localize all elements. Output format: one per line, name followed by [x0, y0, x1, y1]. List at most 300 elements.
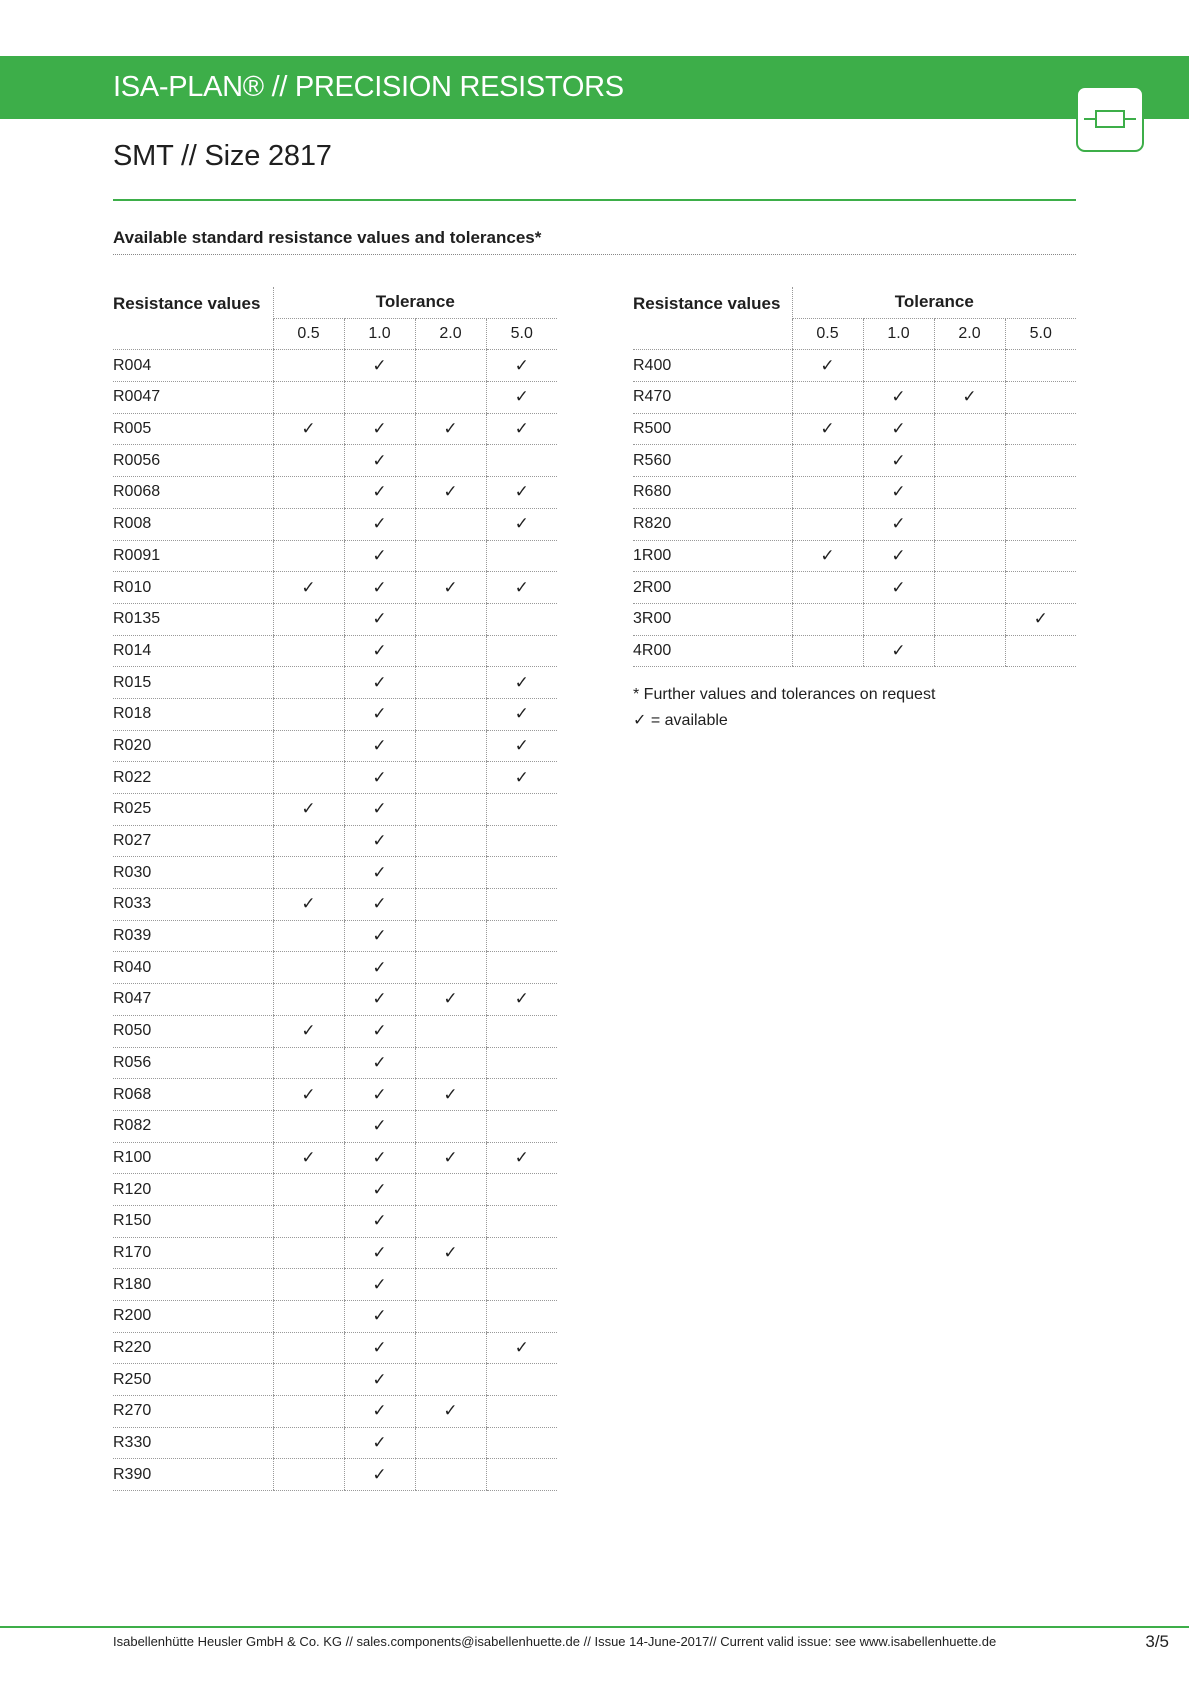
tolerance-cell: ✓ [415, 1396, 486, 1428]
resistance-value: R027 [113, 825, 273, 857]
tolerance-cell [415, 1174, 486, 1206]
resistance-value: 3R00 [633, 603, 792, 635]
column-header-blank [113, 318, 273, 350]
tolerance-cell [273, 540, 344, 572]
tolerance-cell [415, 857, 486, 889]
tolerance-cell [486, 920, 557, 952]
note-legend: ✓ = available [633, 712, 728, 729]
resistance-value: R025 [113, 794, 273, 826]
resistance-value: R022 [113, 762, 273, 794]
table-row [113, 1364, 557, 1396]
table-row [113, 350, 557, 382]
resistance-value: R040 [113, 952, 273, 984]
tolerance-cell [273, 952, 344, 984]
resistance-value: R047 [113, 984, 273, 1016]
table-row [113, 762, 557, 794]
table-row [113, 1332, 557, 1364]
tolerance-cell: ✓ [344, 635, 415, 667]
tolerance-cell: ✓ [415, 1079, 486, 1111]
column-header-tol-0-5: 0.5 [792, 318, 863, 350]
tolerance-cell [792, 572, 863, 604]
tolerance-cell: ✓ [344, 730, 415, 762]
header-bar [0, 56, 1189, 119]
table-row [633, 635, 1076, 667]
tolerance-cell [415, 1459, 486, 1491]
tolerance-cell: ✓ [1005, 603, 1076, 635]
table-row [113, 1459, 557, 1491]
column-header-tol-2-0: 2.0 [415, 318, 486, 350]
tolerance-cell [486, 889, 557, 921]
resistance-value: R170 [113, 1237, 273, 1269]
tolerance-cell: ✓ [486, 477, 557, 509]
column-header-resistance: Resistance values [113, 294, 261, 314]
section-heading: Available standard resistance values and tolerances* [113, 228, 542, 247]
tolerance-cell [934, 445, 1005, 477]
resistance-value: R039 [113, 920, 273, 952]
divider [113, 254, 1076, 255]
tolerance-cell [486, 1110, 557, 1142]
column-header-tolerance: Tolerance [792, 287, 1076, 318]
footer-text: Isabellenhütte Heusler GmbH & Co. KG // sales.components@isabellenhuette.de // Issue 14-June-2017// Current valid issue: see www.isabellenhuette.de [113, 1634, 997, 1649]
tolerance-cell [415, 667, 486, 699]
note-further-values: * Further values and tolerances on request [633, 686, 936, 703]
table-row [113, 1237, 557, 1269]
tolerance-cell: ✓ [344, 350, 415, 382]
page-subtitle: SMT // Size 2817 [113, 140, 332, 172]
table-row [633, 572, 1076, 604]
tolerance-cell [792, 508, 863, 540]
tolerance-cell [415, 1110, 486, 1142]
tolerance-cell [415, 1332, 486, 1364]
tolerance-cell [934, 477, 1005, 509]
tolerance-cell [273, 1269, 344, 1301]
tolerance-cell: ✓ [486, 984, 557, 1016]
tolerance-cell: ✓ [344, 477, 415, 509]
table-row [113, 984, 557, 1016]
resistance-value: R068 [113, 1079, 273, 1111]
tolerance-cell: ✓ [344, 1364, 415, 1396]
resistance-value: R004 [113, 350, 273, 382]
tolerance-cell [415, 1269, 486, 1301]
table-row [633, 477, 1076, 509]
tolerance-cell: ✓ [344, 952, 415, 984]
tolerance-cell: ✓ [344, 540, 415, 572]
tolerance-cell [1005, 540, 1076, 572]
table-row [113, 1205, 557, 1237]
column-header-tol-1-0: 1.0 [344, 318, 415, 350]
tolerance-cell: ✓ [273, 1015, 344, 1047]
tolerance-cell: ✓ [344, 445, 415, 477]
tolerance-cell [273, 445, 344, 477]
column-header-tol-2-0: 2.0 [934, 318, 1005, 350]
tolerance-cell [486, 1269, 557, 1301]
resistance-value: R470 [633, 382, 792, 414]
tolerance-cell [1005, 382, 1076, 414]
resistance-value: R560 [633, 445, 792, 477]
resistance-value: R120 [113, 1174, 273, 1206]
table-row [633, 382, 1076, 414]
tolerance-cell: ✓ [792, 540, 863, 572]
tolerance-cell [273, 667, 344, 699]
tolerance-cell [486, 1427, 557, 1459]
table-row [113, 1142, 557, 1174]
resistance-value: R0047 [113, 382, 273, 414]
resistance-value: R200 [113, 1301, 273, 1333]
tolerance-cell [792, 477, 863, 509]
column-header-blank [633, 318, 792, 350]
resistance-value: R020 [113, 730, 273, 762]
page-number: 3/5 [1145, 1632, 1169, 1651]
tolerance-cell: ✓ [863, 540, 934, 572]
table-row [113, 698, 557, 730]
tolerance-cell [273, 350, 344, 382]
tolerance-cell: ✓ [863, 508, 934, 540]
tolerance-cell [792, 635, 863, 667]
tolerance-cell: ✓ [273, 889, 344, 921]
tolerance-cell [415, 1205, 486, 1237]
resistance-value: R100 [113, 1142, 273, 1174]
column-header-tol-1-0: 1.0 [863, 318, 934, 350]
footer-divider [0, 1626, 1189, 1628]
tolerance-cell: ✓ [344, 413, 415, 445]
tolerance-cell [415, 508, 486, 540]
tolerance-cell [273, 1237, 344, 1269]
tolerance-cell: ✓ [792, 413, 863, 445]
tolerance-cell [415, 952, 486, 984]
resistance-value: R082 [113, 1110, 273, 1142]
tolerance-cell [415, 445, 486, 477]
tolerance-cell [273, 857, 344, 889]
resistance-value: R0068 [113, 477, 273, 509]
tolerance-cell [415, 1364, 486, 1396]
resistance-value: R008 [113, 508, 273, 540]
table-row [633, 413, 1076, 445]
tolerance-cell: ✓ [863, 477, 934, 509]
tolerance-cell [486, 1174, 557, 1206]
resistance-value: R015 [113, 667, 273, 699]
tolerance-cell [415, 540, 486, 572]
tolerance-cell [1005, 508, 1076, 540]
tolerance-cell: ✓ [344, 1427, 415, 1459]
tolerance-cell: ✓ [344, 1142, 415, 1174]
tolerance-cell [486, 1079, 557, 1111]
divider [113, 199, 1076, 201]
tolerance-cell: ✓ [344, 1174, 415, 1206]
column-header-tolerance: Tolerance [273, 287, 557, 318]
tolerance-cell [415, 350, 486, 382]
tolerance-cell: ✓ [486, 730, 557, 762]
tolerance-cell [415, 825, 486, 857]
tolerance-cell: ✓ [486, 508, 557, 540]
tolerance-cell [415, 698, 486, 730]
tolerance-cell [273, 730, 344, 762]
resistance-table-right [633, 287, 1076, 667]
table-row [113, 603, 557, 635]
tolerance-cell [273, 1110, 344, 1142]
tolerance-cell: ✓ [273, 572, 344, 604]
tolerance-cell [486, 825, 557, 857]
resistance-value: R390 [113, 1459, 273, 1491]
tolerance-cell: ✓ [486, 413, 557, 445]
resistance-value: R030 [113, 857, 273, 889]
tolerance-cell [1005, 477, 1076, 509]
tolerance-cell [792, 445, 863, 477]
tolerance-cell [486, 445, 557, 477]
resistance-value: R0091 [113, 540, 273, 572]
tolerance-cell: ✓ [344, 667, 415, 699]
tolerance-cell [934, 413, 1005, 445]
tolerance-cell: ✓ [344, 825, 415, 857]
resistance-value: R018 [113, 698, 273, 730]
tolerance-cell: ✓ [486, 572, 557, 604]
table-row [113, 1174, 557, 1206]
table-row [113, 413, 557, 445]
tolerance-cell [415, 1015, 486, 1047]
table-row [113, 857, 557, 889]
table-row [113, 1079, 557, 1111]
tolerance-cell [863, 350, 934, 382]
tolerance-cell: ✓ [344, 889, 415, 921]
resistance-value: R0135 [113, 603, 273, 635]
tolerance-cell: ✓ [486, 350, 557, 382]
tolerance-cell: ✓ [415, 572, 486, 604]
resistance-value: R680 [633, 477, 792, 509]
table-row [113, 572, 557, 604]
tolerance-cell: ✓ [863, 445, 934, 477]
tolerance-cell [415, 1427, 486, 1459]
table-row [113, 889, 557, 921]
tolerance-cell [1005, 445, 1076, 477]
resistance-value: 2R00 [633, 572, 792, 604]
table-row [113, 1015, 557, 1047]
tolerance-cell [486, 952, 557, 984]
table-row [113, 920, 557, 952]
tolerance-cell: ✓ [344, 1237, 415, 1269]
tolerance-cell: ✓ [344, 857, 415, 889]
tolerance-cell [486, 1301, 557, 1333]
tolerance-cell: ✓ [273, 1142, 344, 1174]
tolerance-cell [934, 635, 1005, 667]
tolerance-cell [486, 1364, 557, 1396]
tolerance-cell: ✓ [344, 920, 415, 952]
tolerance-cell [344, 382, 415, 414]
tolerance-cell: ✓ [863, 413, 934, 445]
tolerance-cell [486, 603, 557, 635]
tolerance-cell: ✓ [415, 413, 486, 445]
tolerance-cell [415, 1047, 486, 1079]
tolerance-cell [486, 1205, 557, 1237]
resistance-value: R050 [113, 1015, 273, 1047]
resistance-value: R180 [113, 1269, 273, 1301]
tolerance-cell: ✓ [344, 1079, 415, 1111]
resistance-value: R330 [113, 1427, 273, 1459]
resistance-value: R0056 [113, 445, 273, 477]
resistance-value: R270 [113, 1396, 273, 1428]
tolerance-cell [273, 984, 344, 1016]
table-row [113, 508, 557, 540]
tolerance-cell [273, 1396, 344, 1428]
table-row [633, 540, 1076, 572]
tolerance-cell [273, 1047, 344, 1079]
tolerance-cell: ✓ [344, 794, 415, 826]
tolerance-cell: ✓ [344, 1396, 415, 1428]
tolerance-cell [273, 1174, 344, 1206]
resistance-value: R033 [113, 889, 273, 921]
tolerance-cell [273, 1459, 344, 1491]
tolerance-cell [415, 382, 486, 414]
tolerance-cell: ✓ [344, 1269, 415, 1301]
tolerance-cell [273, 762, 344, 794]
tolerance-cell [273, 1301, 344, 1333]
tolerance-cell: ✓ [792, 350, 863, 382]
table-row [113, 825, 557, 857]
table-row [113, 540, 557, 572]
tolerance-cell [273, 1332, 344, 1364]
tolerance-cell: ✓ [344, 762, 415, 794]
resistance-value: R820 [633, 508, 792, 540]
tolerance-cell [486, 1459, 557, 1491]
table-row [113, 445, 557, 477]
tolerance-cell [486, 635, 557, 667]
tolerance-cell: ✓ [344, 1015, 415, 1047]
resistance-value: R010 [113, 572, 273, 604]
table-row [113, 730, 557, 762]
tolerance-cell [792, 603, 863, 635]
tolerance-cell [486, 1237, 557, 1269]
tolerance-cell: ✓ [344, 1301, 415, 1333]
resistor-symbol-icon [1076, 86, 1144, 152]
tolerance-cell: ✓ [863, 382, 934, 414]
tolerance-cell [486, 1015, 557, 1047]
tolerance-cell [1005, 572, 1076, 604]
column-header-tol-5-0: 5.0 [486, 318, 557, 350]
tolerance-cell [486, 1047, 557, 1079]
table-row [113, 667, 557, 699]
tolerance-cell: ✓ [934, 382, 1005, 414]
tolerance-cell [486, 1396, 557, 1428]
tolerance-cell [273, 382, 344, 414]
table-row [113, 1396, 557, 1428]
tolerance-cell: ✓ [344, 1459, 415, 1491]
tolerance-cell: ✓ [344, 1332, 415, 1364]
tolerance-cell: ✓ [344, 1110, 415, 1142]
tolerance-cell [273, 698, 344, 730]
page-header-title: ISA-PLAN® // PRECISION RESISTORS [113, 71, 624, 103]
table-row [113, 1427, 557, 1459]
resistance-value: R220 [113, 1332, 273, 1364]
resistance-value: 1R00 [633, 540, 792, 572]
tolerance-cell [934, 540, 1005, 572]
tolerance-cell [273, 920, 344, 952]
tolerance-cell: ✓ [415, 477, 486, 509]
tolerance-cell [486, 794, 557, 826]
tolerance-cell [934, 603, 1005, 635]
tolerance-cell: ✓ [486, 1142, 557, 1174]
tolerance-cell [415, 762, 486, 794]
resistance-value: R500 [633, 413, 792, 445]
tolerance-cell: ✓ [344, 698, 415, 730]
tolerance-cell [863, 603, 934, 635]
tolerance-cell [273, 508, 344, 540]
table-row [113, 1047, 557, 1079]
tolerance-cell: ✓ [486, 762, 557, 794]
table-row [113, 382, 557, 414]
tolerance-cell: ✓ [344, 508, 415, 540]
table-row [113, 794, 557, 826]
tolerance-cell: ✓ [863, 572, 934, 604]
resistance-value: R014 [113, 635, 273, 667]
resistance-value: 4R00 [633, 635, 792, 667]
tolerance-cell [415, 1301, 486, 1333]
tolerance-cell [1005, 635, 1076, 667]
tolerance-cell [273, 825, 344, 857]
resistance-value: R056 [113, 1047, 273, 1079]
tolerance-cell: ✓ [273, 413, 344, 445]
tolerance-cell [273, 1205, 344, 1237]
tolerance-cell: ✓ [486, 667, 557, 699]
table-row [113, 635, 557, 667]
tolerance-cell [415, 635, 486, 667]
tolerance-cell [415, 794, 486, 826]
table-row [113, 1269, 557, 1301]
tolerance-cell [792, 382, 863, 414]
table-row [113, 477, 557, 509]
tolerance-cell: ✓ [486, 1332, 557, 1364]
tolerance-cell [415, 920, 486, 952]
resistance-table-left [113, 287, 557, 1491]
tolerance-cell: ✓ [344, 603, 415, 635]
tolerance-cell [273, 1427, 344, 1459]
tolerance-cell: ✓ [863, 635, 934, 667]
tolerance-cell [934, 350, 1005, 382]
tolerance-cell [486, 540, 557, 572]
tolerance-cell: ✓ [486, 382, 557, 414]
column-header-tol-5-0: 5.0 [1005, 318, 1076, 350]
tolerance-cell [273, 477, 344, 509]
table-row [633, 445, 1076, 477]
tolerance-cell [934, 572, 1005, 604]
tolerance-cell [1005, 350, 1076, 382]
tolerance-cell: ✓ [273, 1079, 344, 1111]
tolerance-cell [273, 1364, 344, 1396]
table-row [633, 603, 1076, 635]
table-row [113, 1301, 557, 1333]
tolerance-cell [273, 635, 344, 667]
tolerance-cell: ✓ [344, 572, 415, 604]
resistance-value: R005 [113, 413, 273, 445]
tolerance-cell [1005, 413, 1076, 445]
resistance-value: R250 [113, 1364, 273, 1396]
column-header-resistance: Resistance values [633, 294, 781, 314]
tolerance-cell [934, 508, 1005, 540]
table-row [633, 350, 1076, 382]
column-header-tol-0-5: 0.5 [273, 318, 344, 350]
resistance-value: R150 [113, 1205, 273, 1237]
tolerance-cell: ✓ [415, 984, 486, 1016]
tolerance-cell: ✓ [344, 1047, 415, 1079]
tolerance-cell: ✓ [486, 698, 557, 730]
tolerance-cell: ✓ [344, 984, 415, 1016]
tolerance-cell: ✓ [344, 1205, 415, 1237]
table-row [633, 508, 1076, 540]
tolerance-cell: ✓ [273, 794, 344, 826]
resistance-value: R400 [633, 350, 792, 382]
tolerance-cell: ✓ [415, 1142, 486, 1174]
tolerance-cell [486, 857, 557, 889]
tolerance-cell [415, 730, 486, 762]
table-row [113, 952, 557, 984]
tolerance-cell [273, 603, 344, 635]
